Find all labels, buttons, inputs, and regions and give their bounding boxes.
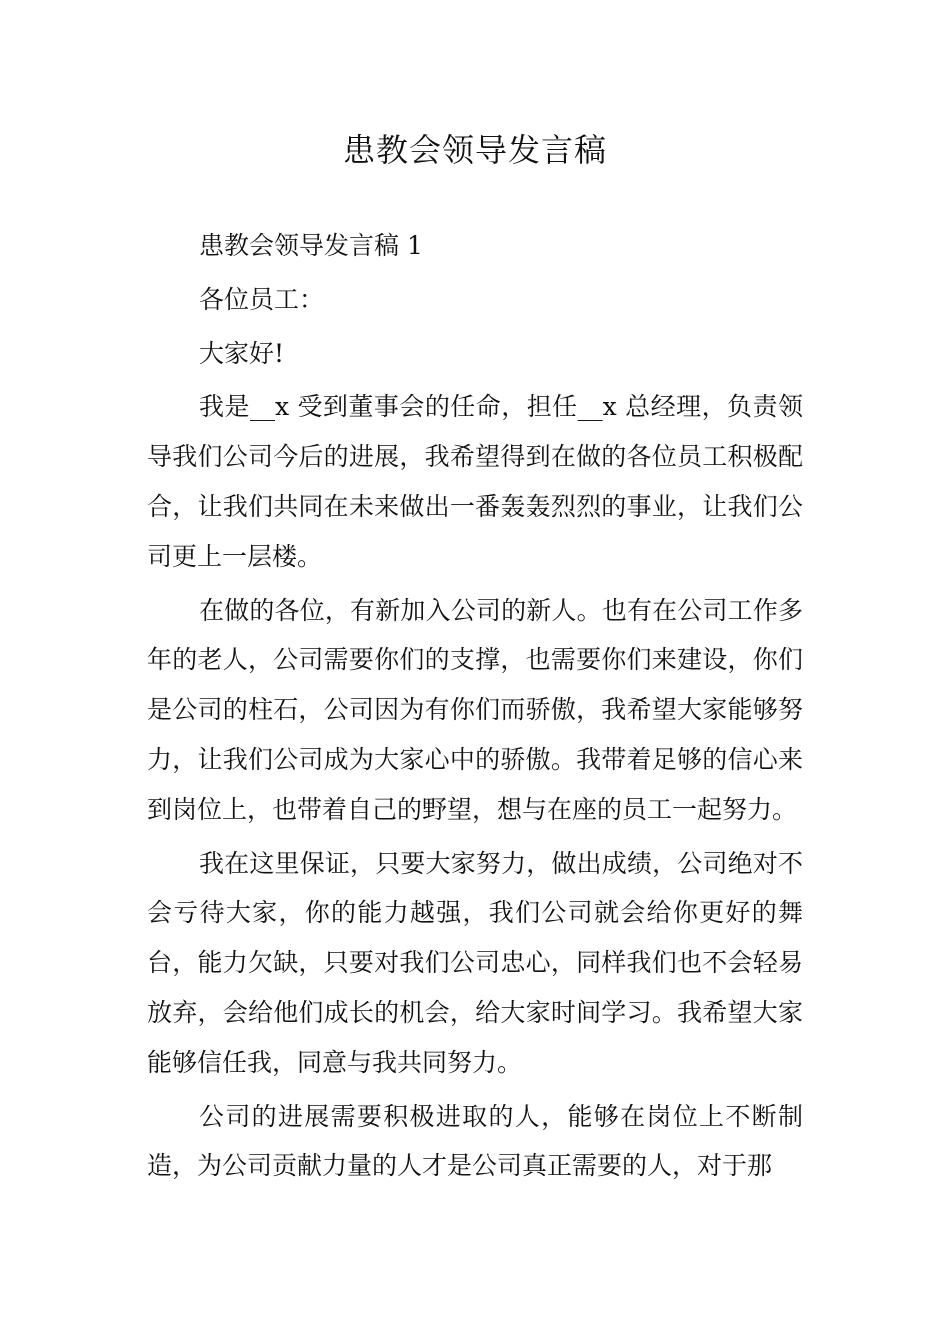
document-title: 患教会领导发言稿 — [342, 131, 607, 169]
body-paragraph: 在做的各位，有新加入公司的新人。也有在公司工作多年的老人，公司需要你们的支撑，也需要你们来建设，你们是公司的柱石，公司因为有你们而骄傲，我希望大家能够努力，让我们公司成为大家心中的骄傲。我带着足够的信心来到岗位上，也带着自己的野望，想与在座的员工一起努力。 — [147, 595, 803, 824]
body-paragraph: 公司的进展需要积极进取的人，能够在岗位上不断制造，为公司贡献力量的人才是公司真正需要的人，对于那 — [147, 1101, 803, 1181]
body-paragraph: 我在这里保证，只要大家努力，做出成绩，公司绝对不会亏待大家，你的能力越强，我们公司就会给你更好的舞台，能力欠缺，只要对我们公司忠心，同样我们也不会轻易放弃，会给他们成长的机会，给大家时间学习。我希望大家能够信任我，同意与我共同努力。 — [147, 848, 803, 1077]
subtitle-paragraph: 患教会领导发言稿 1 — [199, 231, 423, 260]
salutation-paragraph: 各位员工： — [199, 284, 325, 314]
body-paragraph: 我是__x 受到董事会的任命，担任__x 总经理，负责领导我们公司今后的进展，我希望得到在做的各位员工积极配合，让我们共同在未来做出一番轰轰烈烈的事业，让我们公司更上一层楼。 — [147, 392, 803, 571]
document-body — [147, 221, 803, 1191]
greeting-paragraph: 大家好! — [199, 338, 285, 368]
